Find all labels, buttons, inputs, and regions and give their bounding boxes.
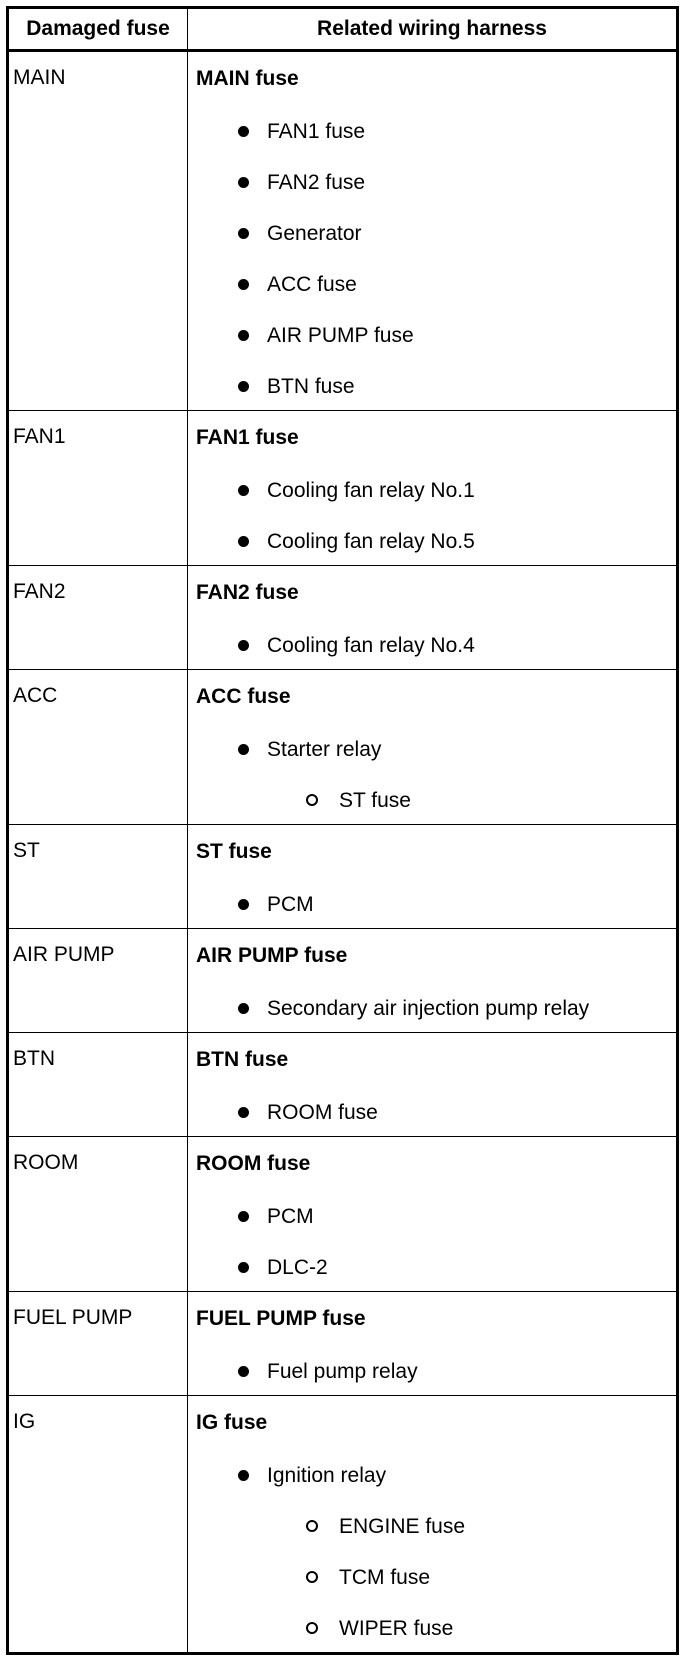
- damaged-fuse-cell: FUEL PUMP: [8, 1292, 188, 1396]
- harness-heading: ROOM fuse: [196, 1152, 311, 1175]
- list-item: [196, 271, 668, 298]
- filled-bullet-icon: [238, 330, 249, 341]
- related-harness-cell: [188, 1137, 678, 1292]
- damaged-fuse-cell: FAN2: [8, 566, 188, 670]
- related-harness-cell: [188, 1033, 678, 1137]
- list-item-label: Generator: [267, 222, 362, 245]
- fuse-harness-table: [6, 6, 679, 1655]
- filled-bullet-icon: [238, 640, 249, 651]
- list-item: [196, 322, 668, 349]
- damaged-fuse-cell: AIR PUMP: [8, 929, 188, 1033]
- related-harness-cell: [188, 51, 678, 411]
- sub-list-item: [196, 787, 668, 814]
- filled-bullet-icon: [238, 228, 249, 239]
- list-item: [196, 1099, 668, 1126]
- harness-heading: FUEL PUMP fuse: [196, 1307, 366, 1330]
- list-item: [196, 632, 668, 659]
- filled-bullet-icon: [238, 536, 249, 547]
- list-item: [196, 1358, 668, 1385]
- list-item-label: TCM fuse: [339, 1566, 431, 1589]
- filled-bullet-icon: [238, 177, 249, 188]
- table-row: [8, 411, 678, 566]
- list-item: [196, 1203, 668, 1230]
- filled-bullet-icon: [238, 126, 249, 137]
- damaged-fuse-cell: ROOM: [8, 1137, 188, 1292]
- hollow-bullet-icon: [306, 1622, 318, 1634]
- list-item-label: DLC-2: [267, 1256, 328, 1279]
- damaged-fuse-cell: FAN1: [8, 411, 188, 566]
- table-row: [8, 51, 678, 411]
- damaged-fuse-cell: BTN: [8, 1033, 188, 1137]
- related-harness-cell: [188, 411, 678, 566]
- list-item: [196, 220, 668, 247]
- table-row: [8, 1292, 678, 1396]
- filled-bullet-icon: [238, 1366, 249, 1377]
- filled-bullet-icon: [238, 1470, 249, 1481]
- list-item-label: Ignition relay: [267, 1464, 387, 1487]
- header-damaged-fuse: Damaged fuse: [8, 8, 188, 51]
- list-item-label: BTN fuse: [267, 375, 355, 398]
- damaged-fuse-cell: MAIN: [8, 51, 188, 411]
- filled-bullet-icon: [238, 381, 249, 392]
- sub-list-item: [196, 1564, 668, 1591]
- list-item: [196, 373, 668, 400]
- list-item: [196, 995, 668, 1022]
- hollow-bullet-icon: [306, 1571, 318, 1583]
- related-harness-cell: [188, 929, 678, 1033]
- filled-bullet-icon: [238, 1262, 249, 1273]
- harness-heading: IG fuse: [196, 1411, 268, 1434]
- sub-list-item: [196, 1615, 668, 1642]
- list-item-label: Starter relay: [267, 738, 382, 761]
- harness-heading: AIR PUMP fuse: [196, 944, 348, 967]
- list-item-label: ROOM fuse: [267, 1101, 378, 1124]
- list-item-label: FAN1 fuse: [267, 120, 366, 143]
- list-item-label: WIPER fuse: [339, 1617, 454, 1640]
- table-row: [8, 1137, 678, 1292]
- filled-bullet-icon: [238, 485, 249, 496]
- damaged-fuse-cell: IG: [8, 1396, 188, 1654]
- harness-heading: MAIN fuse: [196, 67, 299, 90]
- related-harness-cell: [188, 566, 678, 670]
- list-item-label: PCM: [267, 893, 314, 916]
- filled-bullet-icon: [238, 899, 249, 910]
- list-item: [196, 1462, 668, 1489]
- list-item: [196, 736, 668, 763]
- damaged-fuse-cell: ST: [8, 825, 188, 929]
- list-item-label: ST fuse: [339, 789, 411, 812]
- list-item-label: Secondary air injection pump relay: [267, 997, 590, 1020]
- list-item: [196, 1254, 668, 1281]
- list-item-label: Cooling fan relay No.5: [267, 530, 475, 553]
- hollow-bullet-icon: [306, 794, 318, 806]
- table-row: [8, 566, 678, 670]
- hollow-bullet-icon: [306, 1520, 318, 1532]
- list-item: [196, 891, 668, 918]
- related-harness-cell: [188, 1292, 678, 1396]
- filled-bullet-icon: [238, 279, 249, 290]
- sub-list-item: [196, 1513, 668, 1540]
- list-item-label: ACC fuse: [267, 273, 357, 296]
- list-item: [196, 477, 668, 504]
- table-row: [8, 825, 678, 929]
- related-harness-cell: [188, 670, 678, 825]
- harness-heading: FAN2 fuse: [196, 581, 299, 604]
- list-item-label: Fuel pump relay: [267, 1360, 418, 1383]
- list-item-label: PCM: [267, 1205, 314, 1228]
- harness-heading: ACC fuse: [196, 685, 291, 708]
- filled-bullet-icon: [238, 1211, 249, 1222]
- list-item-label: Cooling fan relay No.1: [267, 479, 475, 502]
- table-row: [8, 1396, 678, 1654]
- related-harness-cell: [188, 825, 678, 929]
- list-item-label: FAN2 fuse: [267, 171, 366, 194]
- harness-heading: BTN fuse: [196, 1048, 289, 1071]
- harness-heading: ST fuse: [196, 840, 272, 863]
- damaged-fuse-cell: ACC: [8, 670, 188, 825]
- harness-heading: FAN1 fuse: [196, 426, 299, 449]
- table-row: [8, 929, 678, 1033]
- list-item: [196, 169, 668, 196]
- header-row: [8, 8, 678, 51]
- header-related-harness: Related wiring harness: [188, 8, 678, 51]
- list-item-label: ENGINE fuse: [339, 1515, 466, 1538]
- list-item: [196, 118, 668, 145]
- table-row: [8, 670, 678, 825]
- table-row: [8, 1033, 678, 1137]
- list-item-label: Cooling fan relay No.4: [267, 634, 475, 657]
- filled-bullet-icon: [238, 1107, 249, 1118]
- filled-bullet-icon: [238, 744, 249, 755]
- list-item: [196, 528, 668, 555]
- related-harness-cell: [188, 1396, 678, 1654]
- filled-bullet-icon: [238, 1003, 249, 1014]
- list-item-label: AIR PUMP fuse: [267, 324, 414, 347]
